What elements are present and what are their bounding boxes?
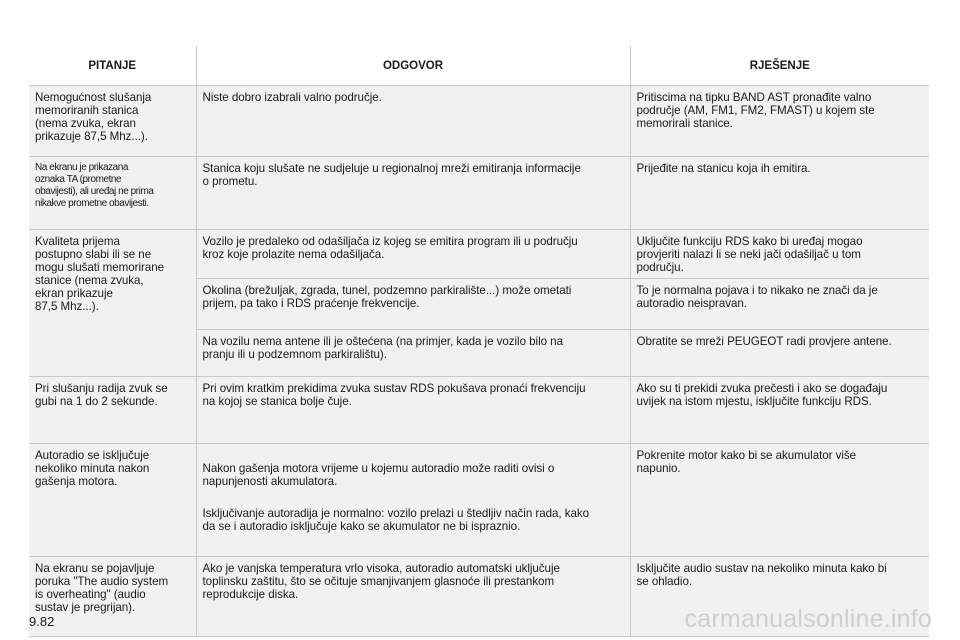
question-cell: Pri slušanju radija zvuk se gubi na 1 do 2 sekunde. [29, 377, 196, 444]
table-row [29, 377, 929, 444]
table-row [29, 444, 929, 557]
watermark: carmanualsonline.info [684, 605, 932, 633]
solution-cell: Obratite se mreži PEUGEOT radi provjere antene. [630, 330, 929, 377]
answer-paragraph: Nakon gašenja motora vrijeme u kojemu autoradio može raditi ovisi o napunjenosti akumulatora. [202, 462, 555, 488]
question-cell: Na ekranu je prikazana oznaka TA (prometne obavijesti), ali uređaj ne prima nikakve prometne obavijesti. [29, 157, 196, 230]
table-row [29, 86, 929, 157]
answer-cell: Stanica koju slušate ne sudjeluje u regionalnoj mreži emitiranja informacije o prometu. [196, 157, 630, 230]
answer-cell [196, 444, 630, 557]
answer-cell: Vozilo je predaleko od odašiljača iz kojeg se emitira program ili u području kroz koje prolazite nema odašiljača. [196, 230, 630, 279]
solution-cell: To je normalna pojava i to nikako ne znači da je autoradio neispravan. [630, 279, 929, 330]
answer-cell: Pri ovim kratkim prekidima zvuka sustav RDS pokušava pronaći frekvenciju na kojoj se stanica bolje čuje. [196, 377, 630, 444]
answer-cell: Niste dobro izabrali valno područje. [196, 86, 630, 157]
question-cell: Na ekranu se pojavljuje poruka "The audio system is overheating" (audio sustav je pregrijan). [29, 557, 196, 637]
page-number: 9.82 [29, 614, 55, 629]
answer-cell: Na vozilu nema antene ili je oštećena (na primjer, kada je vozilo bilo na pranju ili u podzemnom parkiralištu). [196, 330, 630, 377]
solution-cell: Prijeđite na stanicu koja ih emitira. [630, 157, 929, 230]
table-row [29, 157, 929, 230]
solution-cell: Pokrenite motor kako bi se akumulator više napunio. [630, 444, 929, 557]
answer-cell: Okolina (brežuljak, zgrada, tunel, podzemno parkiralište...) može ometati prijem, pa tako i RDS praćenje frekvencije. [196, 279, 630, 330]
header-question: PITANJE [29, 46, 196, 86]
header-answer: ODGOVOR [196, 46, 630, 86]
answer-paragraph: Isključivanje autoradija je normalno: vozilo prelazi u štedljiv način rada, kako da se i autoradio isključuje kako se akumulator ne bi ispraznio. [202, 507, 590, 533]
header-solution: RJEŠENJE [630, 46, 929, 86]
troubleshooting-table [29, 46, 929, 637]
solution-cell: Ako su ti prekidi zvuka prečesti i ako se događaju uvijek na istom mjestu, isključite funkciju RDS. [630, 377, 929, 444]
answer-cell: Ako je vanjska temperatura vrlo visoka, autoradio automatski uključuje toplinsku zaštitu, što se očituje smanjivanjem glasnoće ili prestankom reprodukcije diska. [196, 557, 630, 637]
solution-cell: Pritiscima na tipku BAND AST pronađite valno područje (AM, FM1, FM2, FMAST) u kojem ste memorirali stanice. [630, 86, 929, 157]
table-row [29, 230, 929, 279]
solution-cell: Uključite funkciju RDS kako bi uređaj mogao provjeriti nalazi li se neki jači odašiljač u tom području. [630, 230, 929, 279]
solution-cell: Isključite audio sustav na nekoliko minuta kako bi se ohladio. [630, 557, 929, 637]
table-header-row [29, 46, 929, 86]
question-cell: Nemogućnost slušanja memoriranih stanica (nema zvuka, ekran prikazuje 87,5 Mhz...). [29, 86, 196, 157]
question-cell: Kvaliteta prijema postupno slabi ili se ne mogu slušati memorirane stanice (nema zvuka, ekran prikazuje 87,5 Mhz...). [29, 230, 196, 377]
question-cell: Autoradio se isključuje nekoliko minuta nakon gašenja motora. [29, 444, 196, 557]
